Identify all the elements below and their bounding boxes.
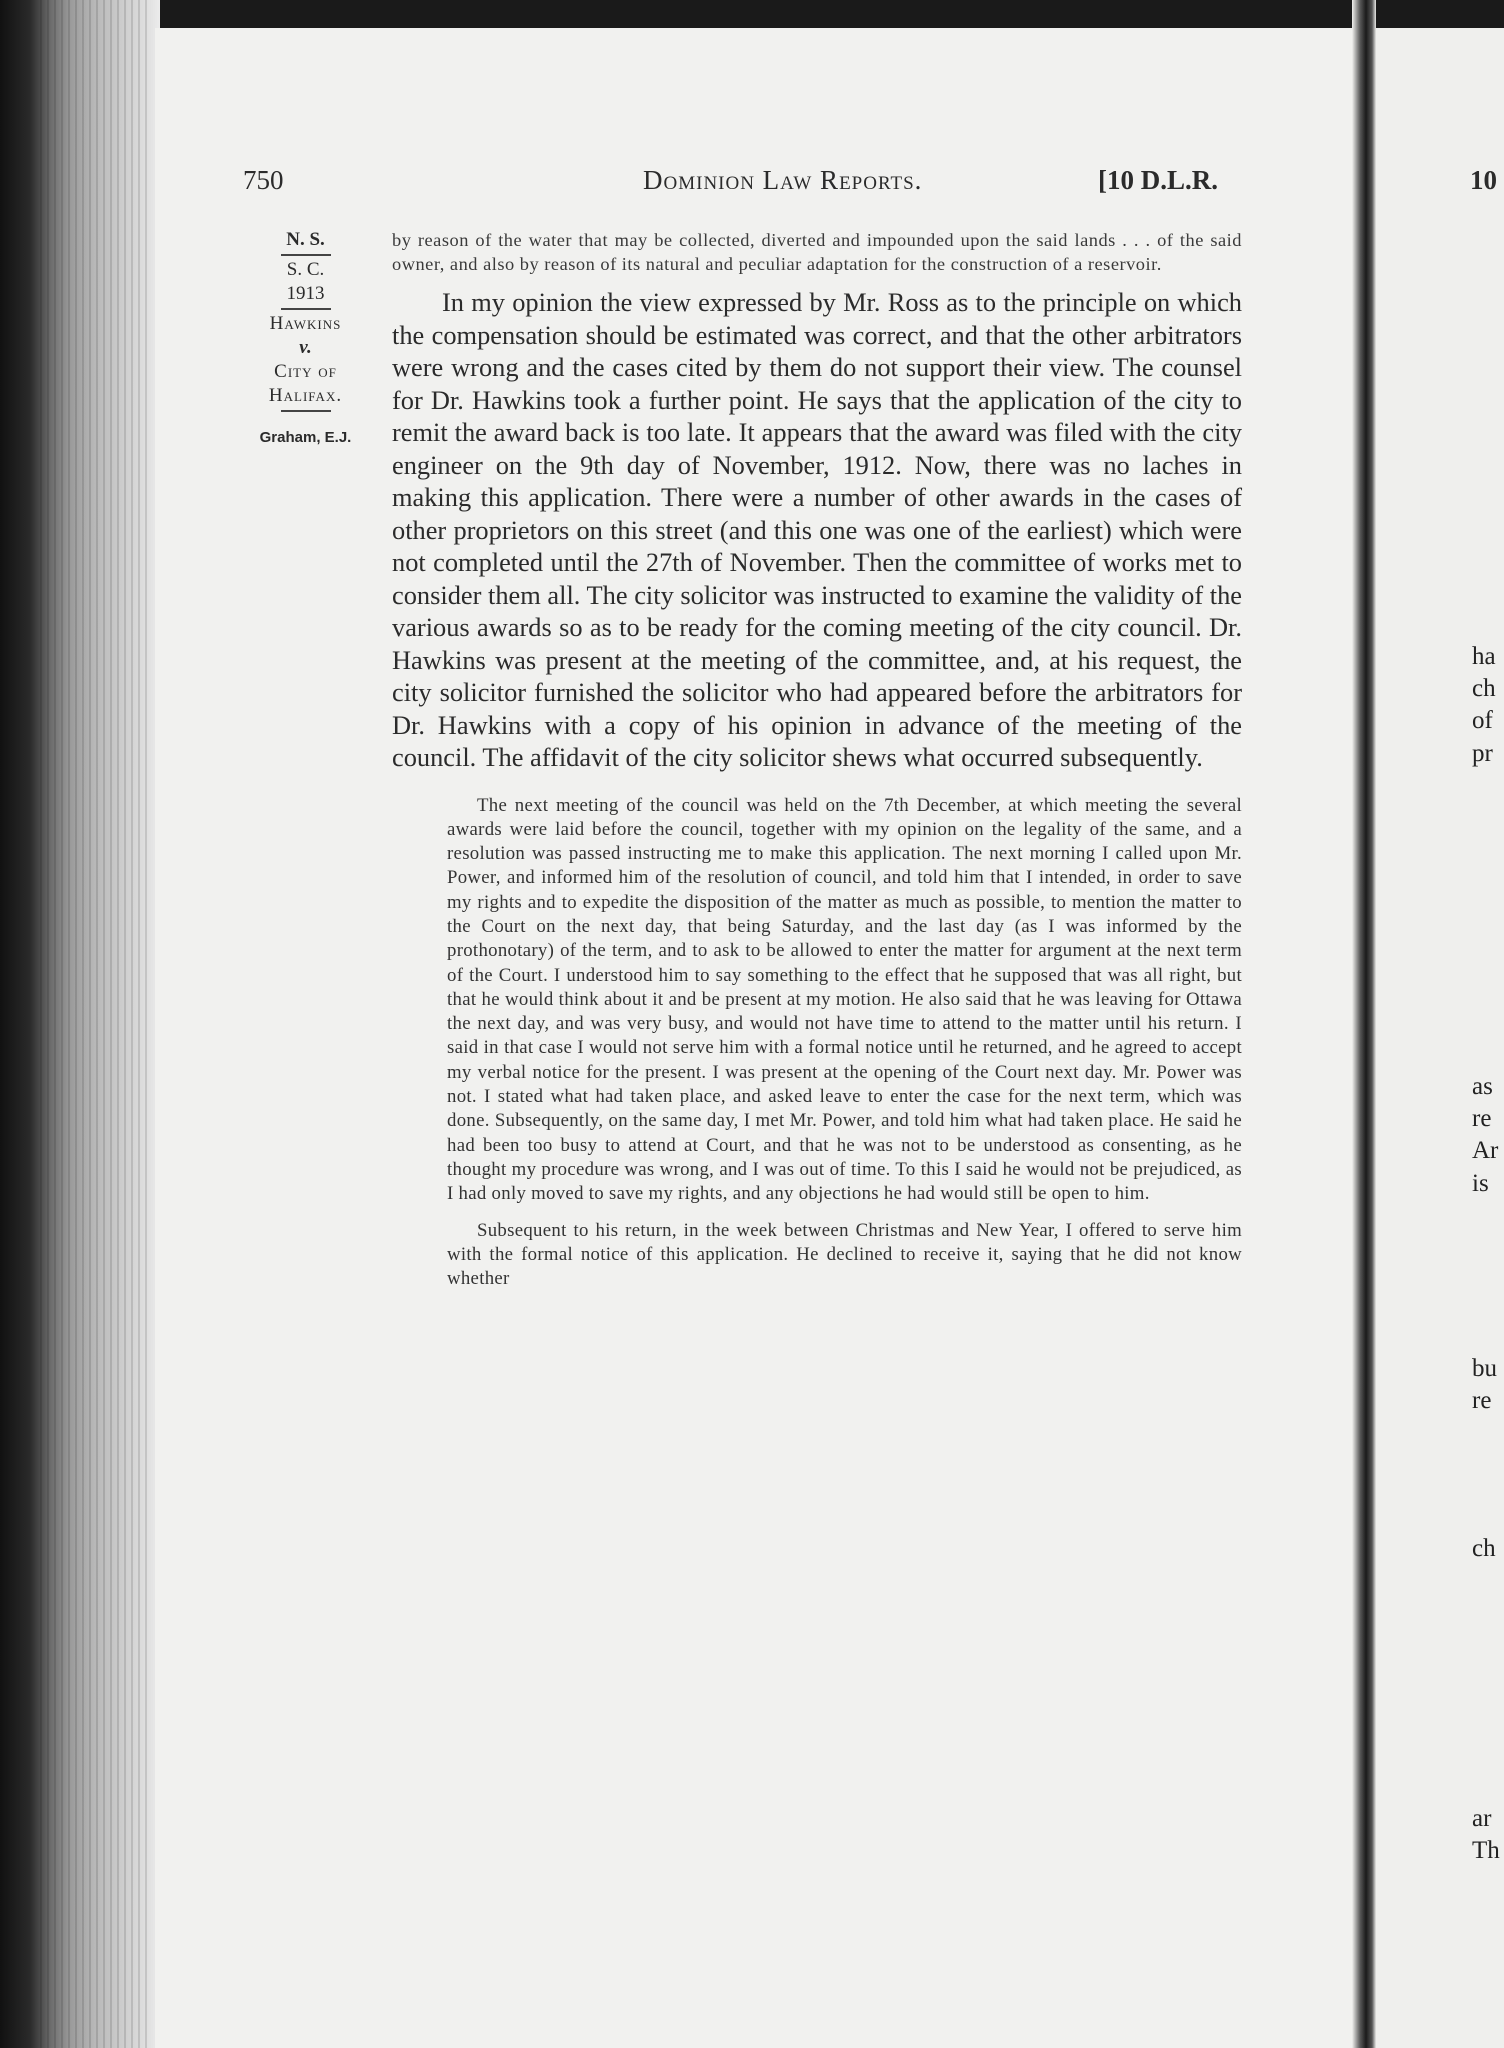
- margin-rule: [281, 410, 331, 412]
- facing-page-fragment: as: [1472, 1073, 1493, 1100]
- body-text: [392, 228, 1242, 1291]
- affidavit-paragraph: The next meeting of the council was held on the 7th December, at which meeting the several awards were laid before the council, together with my opinion on the legality of the same, and a resolution was passed instructing me to make this application. The next morning I called upon Mr. Power, and informed him of the resolution of council, and told him that I intended, in order to save my rights and to expedite the disposition of the matter as much as possible, to mention the matter to the Court on the next day, that being Saturday, and the last day (as I was informed by the prothonotary) of the term, and to ask to be allowed to enter the matter for argument at the next term of the Court. I understood him to say something to the effect that he supposed that was all right, but that he would think about it and be present at my motion. He also said that he was leaving for Ottawa the next day, and was very busy, and would not have time to attend to the matter until his return. I said in that case I would not serve him with a formal notice until he returned, and he agreed to accept my verbal notice for the present. I was present at the opening of the Court next day. Mr. Power was not. I stated what had taken place, and asked leave to enter the case for the next term, which was done. Subsequently, on the same day, I met Mr. Power, and told him what had taken place. He said he had been too busy to attend at Court, and that he was not to be understood as consenting, as he thought my procedure was wrong, and I was out of time. To this I said he would not be prejudiced, as I had only moved to save my rights, and any objections he had would still be open to him.: [447, 794, 1242, 1205]
- quoted-extract: by reason of the water that may be collected, diverted and impounded upon the said lands . . . of the said owner, and also by reason of its natural and peculiar adaptation for the construction of a reservoir.: [392, 230, 1242, 274]
- facing-page-fragment: Ar: [1472, 1137, 1499, 1164]
- margin-court: S. C.: [286, 259, 325, 280]
- facing-page-fragment: ch: [1472, 1535, 1496, 1562]
- book-spine: [0, 0, 160, 2048]
- facing-page-header: 10: [1470, 165, 1497, 195]
- facing-page-fragment: pr: [1472, 740, 1493, 767]
- facing-page-fragment: Th: [1472, 1837, 1500, 1864]
- margin-note: [243, 228, 368, 450]
- volume-reference: [10 D.L.R.: [1098, 165, 1218, 195]
- margin-case-party2b: Halifax.: [268, 385, 343, 406]
- main-paragraph: In my opinion the view expressed by Mr. Ross as to the principle on which the compensation should be estimated was correct, and that the other arbitrators were wrong and the cases cited by them do not support their view. The counsel for Dr. Hawkins took a further point. He says that the application of the city to remit the award back is too late. It appears that the award was filed with the city engineer on the 9th day of November, 1912. Now, there was no laches in making this application. There were a number of other awards in the cases of other proprietors on this street (and this one was one of the earliest) which were not completed until the 27th of November. Then the committee of works met to consider them all. The city solicitor was instructed to examine the validity of the various awards so as to be ready for the coming meeting of the city council. Dr. Hawkins was present at the meeting of the committee, and, at his request, the city solicitor furnished the solicitor who had appeared before the arbitrators for Dr. Hawkins with a copy of his opinion in advance of the meeting of the council. The affidavit of the city solicitor shews what occurred subsequently.: [392, 287, 1242, 772]
- book-gutter: [1352, 0, 1376, 2048]
- page-number: 750: [243, 165, 284, 195]
- facing-page-fragment: re: [1472, 1387, 1492, 1414]
- margin-case-party2a: City of: [274, 361, 337, 382]
- facing-page-fragment: bu: [1472, 1355, 1497, 1382]
- facing-page: [1376, 28, 1504, 2048]
- facing-page-fragment: ch: [1472, 675, 1496, 702]
- running-title: Dominion Law Reports.: [643, 165, 923, 195]
- margin-judge: Graham, E.J.: [259, 429, 352, 446]
- margin-year: 1913: [286, 283, 325, 304]
- running-header: [243, 165, 1243, 205]
- margin-rule: [281, 308, 331, 310]
- margin-province: N. S.: [286, 229, 325, 250]
- affidavit-paragraph-continued: Subsequent to his return, in the week between Christmas and New Year, I offered to serve him with the formal notice of this application. He declined to receive it, saying that he did not know whether: [447, 1219, 1242, 1290]
- margin-case-versus: v.: [299, 337, 312, 358]
- facing-page-fragment: is: [1472, 1170, 1489, 1197]
- margin-rule: [281, 254, 331, 256]
- facing-page-fragment: ha: [1472, 643, 1496, 670]
- facing-page-fragment: of: [1472, 707, 1493, 734]
- margin-case-party1: Hawkins: [269, 313, 342, 334]
- facing-page-fragment: re: [1472, 1105, 1492, 1132]
- facing-page-fragment: ar: [1472, 1805, 1492, 1832]
- page-edges: [40, 0, 150, 2048]
